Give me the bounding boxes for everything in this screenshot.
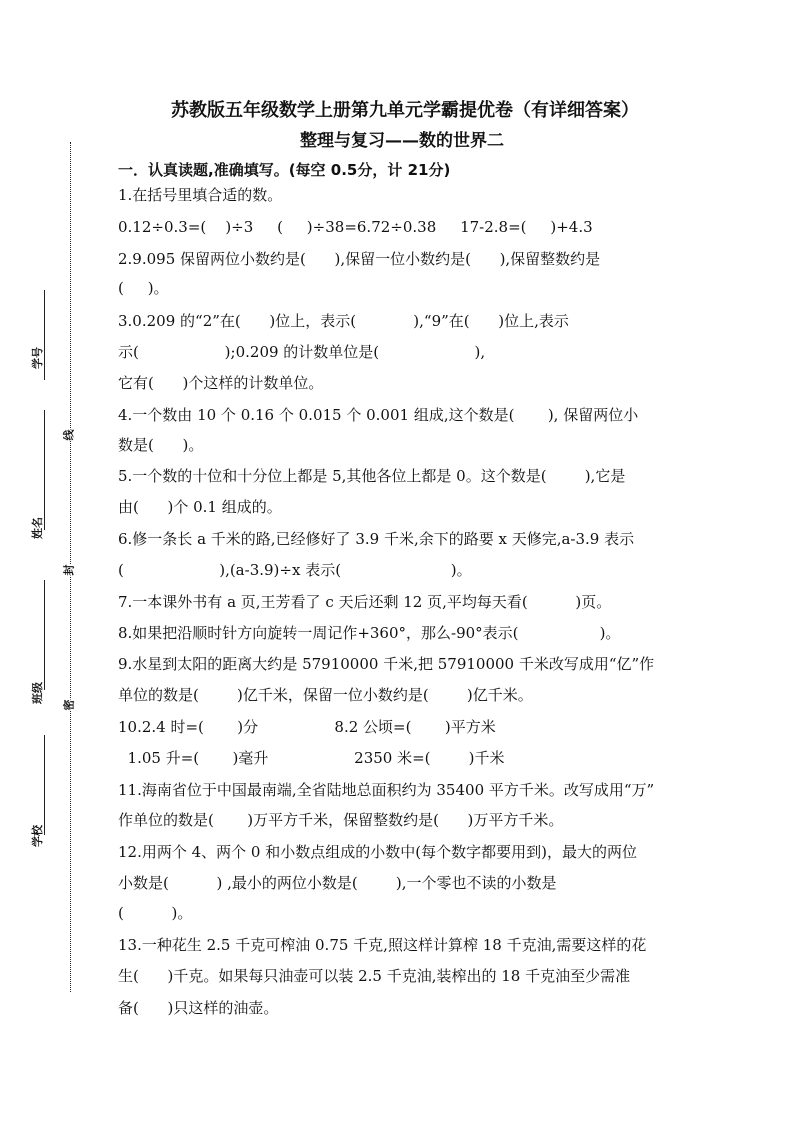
question-line: 4.一个数由 10 个 0.16 个 0.015 个 0.001 组成,这个数是( ), 保留两位小 [118, 406, 639, 424]
question-line: 6.修一条长 a 千米的路,已经修好了 3.9 千米,余下的路要 x 天修完,a-3.9 表示 [118, 530, 635, 548]
question-line: 10.2.4 时=( )分 8.2 公顷=( )平方米 [118, 718, 496, 736]
question-line: 1.在括号里填合适的数。 [118, 186, 283, 204]
question-line: 由( )个 0.1 组成的。 [118, 498, 282, 516]
question-line: 3.0.209 的“2”在( )位上，表示( ),“9”在( )位上,表示 [118, 312, 569, 330]
question-line: ( )。 [118, 279, 169, 297]
question-line: ( )。 [118, 904, 193, 922]
question-line: 11.海南省位于中国最南端,全省陆地总面积约为 35400 平方千米。改写成用“万” [118, 781, 655, 799]
student-id-label: 学号 [31, 347, 44, 369]
seal-char-seal: 封 [59, 565, 79, 576]
class-label: 班级 [31, 682, 44, 704]
question-line: 13.一种花生 2.5 千克可榨油 0.75 千克,照这样计算榨 18 千克油,需要这样的花 [118, 936, 647, 954]
seal-char-secret: 密 [59, 700, 79, 711]
question-line: 5.一个数的十位和十分位上都是 5,其他各位上都是 0。这个数是( ),它是 [118, 467, 626, 485]
name-label: 姓名 [31, 517, 44, 539]
question-line: 单位的数是( )亿千米，保留一位小数约是( )亿千米。 [118, 686, 533, 704]
section-heading: 一．认真读题,准确填写。(每空 0.5分，计 21分) [118, 161, 451, 179]
class-underline [44, 580, 45, 690]
page-title: 苏教版五年级数学上册第九单元学霸提优卷（有详细答案） [171, 100, 639, 121]
question-line: ( ),(a-3.9)÷x 表示( )。 [118, 561, 472, 579]
school-label: 学校 [31, 825, 44, 847]
question-line: 生( )千克。如果每只油壶可以装 2.5 千克油,装榨出的 18 千克油至少需准 [118, 967, 631, 985]
page-subtitle: 整理与复习——数的世界二 [300, 131, 504, 151]
question-line: 0.12÷0.3=( )÷3 ( )÷38=6.72÷0.38 17-2.8=( )+4.3 [118, 218, 593, 236]
question-line: 12.用两个 4、两个 0 和小数点组成的小数中(每个数字都要用到)，最大的两位 [118, 843, 637, 861]
question-line: 备( )只这样的油壶。 [118, 999, 279, 1017]
seal-char-line: 线 [59, 430, 79, 441]
question-line: 作单位的数是( )万平方千米，保留整数约是( )万平方千米。 [118, 811, 564, 829]
question-line: 它有( )个这样的计数单位。 [118, 374, 324, 392]
question-line: 小数是( ) ,最小的两位小数是( ),一个零也不读的小数是 [118, 874, 557, 892]
question-line: 2.9.095 保留两位小数约是( ),保留一位小数约是( ),保留整数约是 [118, 250, 601, 268]
question-line: 示( );0.209 的计数单位是( ), [118, 343, 486, 361]
question-line: 数是( )。 [118, 436, 204, 454]
question-line: 1.05 升=( )毫升 2350 米=( )千米 [118, 749, 505, 767]
school-underline [44, 735, 45, 835]
question-line: 8.如果把沿顺时针方向旋转一周记作+360°，那么-90°表示( )。 [118, 624, 621, 642]
name-underline [44, 410, 45, 530]
question-line: 9.水星到太阳的距离大约是 57910000 千米,把 57910000 千米改写成用“亿”作 [118, 655, 655, 673]
question-line: 7.一本课外书有 a 页,王芳看了 c 天后还剩 12 页,平均每天看( )页。 [118, 593, 612, 611]
